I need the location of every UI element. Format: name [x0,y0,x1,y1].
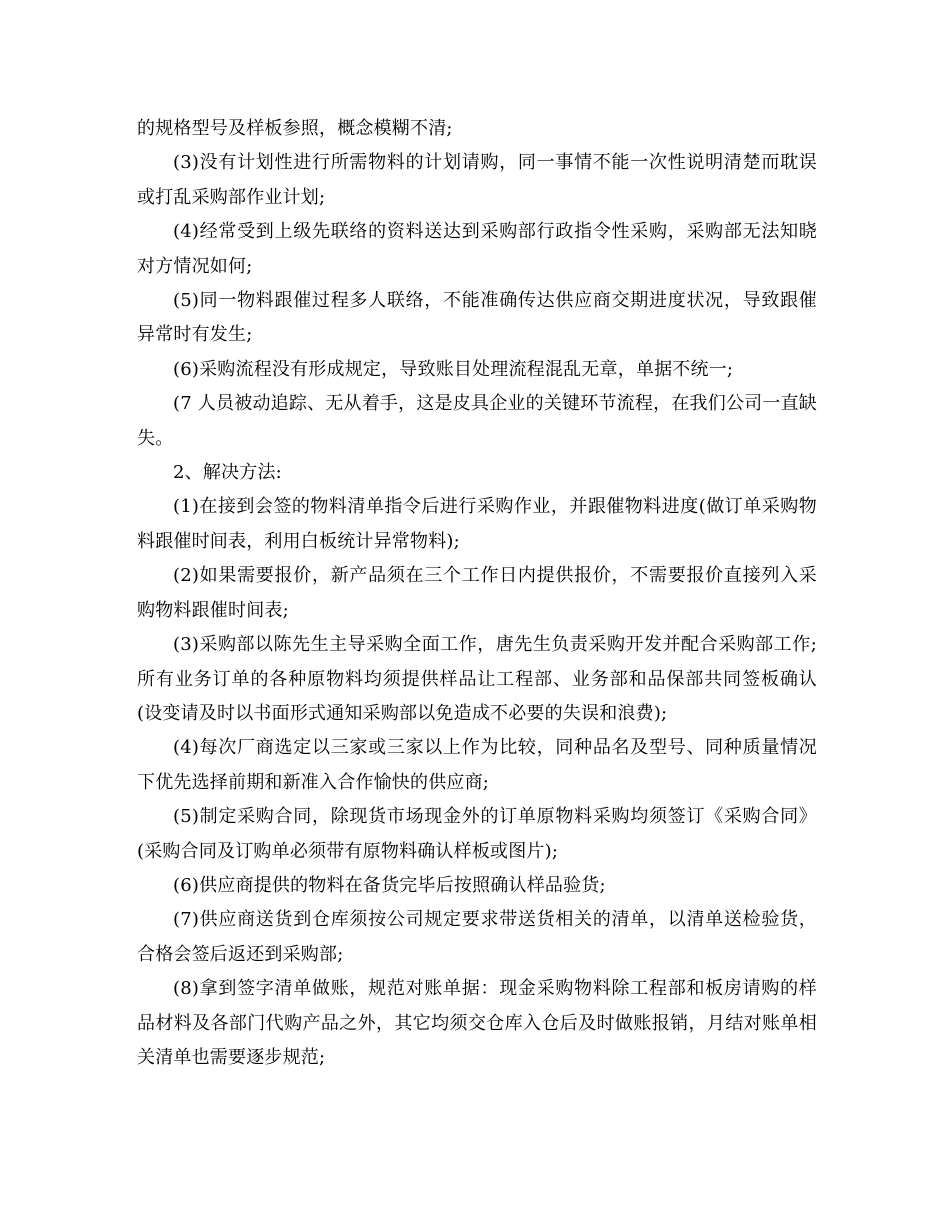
solution-item-6: (6)供应商提供的物料在备货完毕后按照确认样品验货; [173,874,606,896]
problem-item-5: (5)同一物料跟催过程多人联络，不能准确传达供应商交期进度状况，导致跟催异常时有发生; [137,290,817,346]
solution-item-2: (2)如果需要报价，新产品须在三个工作日内提供报价，不需要报价直接列入采购物料跟催时间表; [137,565,817,621]
problem-item-4: (4)经常受到上级先联络的资料送达到采购部行政指令性采购，采购部无法知晓对方情况如何; [137,221,817,277]
problem-item-3: (3)没有计划性进行所需物料的计划请购，同一事情不能一次性说明清楚而耽误或打乱采购部作业计划; [137,152,817,208]
problem-item-6: (6)采购流程没有形成规定，导致账目处理流程混乱无章，单据不统一; [173,358,734,380]
solution-item-7: (7)供应商送货到仓库须按公司规定要求带送货相关的清单，以清单送检验货，合格会签后返还到采购部; [137,909,817,965]
solution-item-3: (3)采购部以陈先生主导采购全面工作，唐先生负责采购开发并配合采购部工作;所有业务订单的各种原物料均须提供样品让工程部、业务部和品保部共同签板确认(设变请及时以书面形式通知采购部以免造成不必要的失误和浪费); [137,634,817,724]
solution-item-5: (5)制定采购合同，除现货市场现金外的订单原物料采购均须签订《采购合同》(采购合同及订购单必须带有原物料确认样板或图片); [137,806,817,862]
solution-item-8: (8)拿到签字清单做账，规范对账单据：现金采购物料除工程部和板房请购的样品材料及各部门代购产品之外，其它均须交仓库入仓后及时做账报销，月结对账单相关清单也需要逐步规范; [137,978,817,1068]
document-body [137,112,817,1075]
problem-item-7: (7 人员被动追踪、无从着手，这是皮具企业的关键环节流程，在我们公司一直缺失。 [137,393,817,449]
solution-item-4: (4)每次厂商选定以三家或三家以上作为比较，同种品名及型号、同种质量情况下优先选择前期和新准入合作愉快的供应商; [137,737,817,793]
section-heading-solutions: 2、解决方法: [173,462,282,484]
paragraph-continuation: 的规格型号及样板参照，概念模糊不清; [137,118,453,139]
solution-item-1: (1)在接到会签的物料清单指令后进行采购作业，并跟催物料进度(做订单采购物料跟催时间表，利用白板统计异常物料); [137,496,817,552]
